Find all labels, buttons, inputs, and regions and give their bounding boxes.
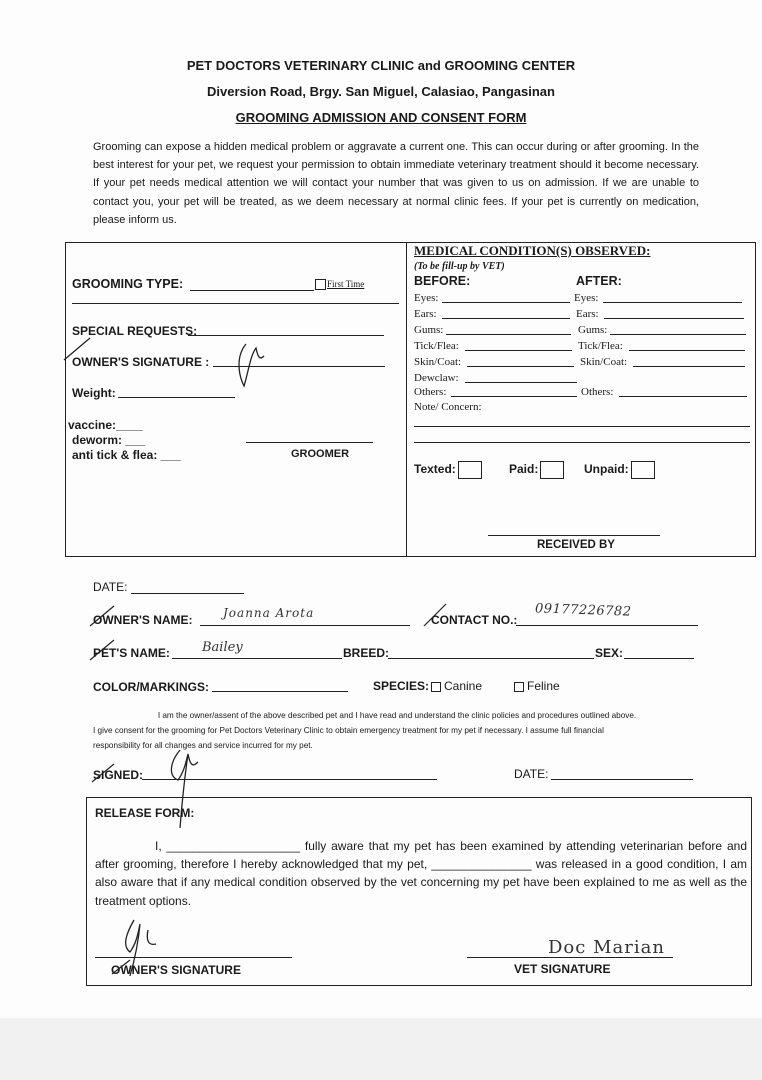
- after-others-line[interactable]: [619, 396, 747, 397]
- after-gums-label: Gums:: [578, 324, 608, 336]
- special-requests-label: SPECIAL REQUESTS:: [72, 324, 198, 338]
- consent-line-2: I give consent for the grooming for Pet Doctors Veterinary Clinic to obtain emergency treatment for my pet if necessary. I assume full financial: [93, 726, 604, 735]
- release-owner-signature-label: OWNER'S SIGNATURE: [111, 963, 241, 977]
- before-ears-line[interactable]: [442, 318, 570, 319]
- texted-label: Texted:: [414, 462, 456, 477]
- note-label: Note/ Concern:: [414, 401, 482, 413]
- owner-name-value[interactable]: Joanna Arota: [223, 606, 315, 620]
- after-eyes-line[interactable]: [603, 302, 742, 303]
- consent-date-label: DATE:: [514, 767, 549, 781]
- checkbox-icon: [514, 682, 524, 692]
- checkbox-icon: [540, 461, 564, 479]
- after-skin-line[interactable]: [633, 366, 745, 367]
- deworm-field[interactable]: deworm: ___: [72, 433, 146, 447]
- after-tick-line[interactable]: [629, 350, 745, 351]
- vet-signature-label: VET SIGNATURE: [514, 962, 611, 976]
- paid-label: Paid:: [509, 462, 539, 477]
- after-ears-line[interactable]: [604, 318, 744, 319]
- scan-margin: [0, 1018, 762, 1080]
- grooming-type-label: GROOMING TYPE:: [72, 277, 184, 291]
- weight-line[interactable]: [118, 397, 235, 398]
- before-gums-label: Gums:: [414, 324, 444, 336]
- owner-signature-label: OWNER'S SIGNATURE :: [72, 355, 210, 369]
- contact-label: CONTACT NO.:: [431, 613, 518, 627]
- dewclaw-line[interactable]: [465, 382, 577, 383]
- before-gums-line[interactable]: [446, 334, 571, 335]
- after-skin-label: Skin/Coat:: [580, 356, 628, 368]
- owner-name-label: OWNER'S NAME:: [93, 613, 193, 627]
- dewclaw-label: Dewclaw:: [414, 372, 459, 384]
- first-time-label: First Time: [327, 279, 365, 289]
- groomer-label: GROOMER: [291, 448, 350, 460]
- after-others-label: Others:: [581, 386, 614, 398]
- breed-label: BREED:: [343, 646, 390, 660]
- before-ears-label: Ears:: [414, 308, 437, 320]
- unpaid-label: Unpaid:: [584, 462, 629, 477]
- clinic-name: PET DOCTORS VETERINARY CLINIC and GROOMING CENTER: [186, 58, 576, 73]
- strike-marks: [88, 600, 448, 630]
- color-markings-line[interactable]: [212, 691, 348, 692]
- contact-line[interactable]: [516, 625, 698, 626]
- box-divider: [406, 243, 407, 556]
- groomer-line[interactable]: [246, 442, 373, 443]
- checkbox-icon: [631, 461, 655, 479]
- after-tick-label: Tick/Flea:: [578, 340, 623, 352]
- clinic-address: Diversion Road, Brgy. San Miguel, Calasiao, Pangasinan: [207, 84, 555, 99]
- unpaid-checkbox[interactable]: [584, 461, 655, 479]
- feline-option[interactable]: [514, 679, 560, 693]
- note-line-1[interactable]: [414, 426, 750, 427]
- sex-line[interactable]: [624, 658, 694, 659]
- release-text: I, ____________________ fully aware that my pet has been examined by attending veterinarian before and after grooming, therefore I hereby acknowledged that my pet, _______________ was released in a good condition, I am also aware that if any medical condition observed by the vet concerning my pet have been explained to me as well as the treatment options.: [95, 839, 747, 908]
- weight-label: Weight:: [72, 386, 116, 400]
- release-owner-signature-scribble: [100, 916, 200, 980]
- date-line[interactable]: [131, 593, 244, 594]
- contact-value[interactable]: 09177226782: [534, 601, 632, 620]
- texted-checkbox[interactable]: [414, 461, 482, 479]
- pet-name-line[interactable]: [172, 658, 342, 659]
- signed-label: SIGNED:: [93, 768, 144, 782]
- color-markings-label: COLOR/MARKINGS:: [93, 680, 209, 694]
- breed-line[interactable]: [388, 658, 594, 659]
- owner-signature-scribble: [60, 334, 270, 394]
- anti-tick-field[interactable]: anti tick & flea: ___: [72, 448, 181, 462]
- before-tick-label: Tick/Flea:: [414, 340, 459, 352]
- before-others-line[interactable]: [451, 396, 577, 397]
- release-title: RELEASE FORM:: [95, 806, 195, 820]
- first-time-checkbox[interactable]: [315, 279, 364, 290]
- feline-label: Feline: [527, 679, 560, 693]
- canine-option[interactable]: [431, 679, 482, 693]
- species-label: SPECIES:: [373, 679, 430, 693]
- before-tick-line[interactable]: [465, 350, 572, 351]
- grooming-type-line[interactable]: [190, 290, 314, 291]
- before-skin-label: Skin/Coat:: [414, 356, 462, 368]
- form-title: GROOMING ADMISSION AND CONSENT FORM: [235, 110, 527, 125]
- before-heading: BEFORE:: [414, 274, 471, 288]
- before-eyes-line[interactable]: [442, 302, 570, 303]
- medical-subtitle: (To be fill-up by VET): [414, 261, 505, 272]
- pet-name-label: PET'S NAME:: [93, 646, 170, 660]
- date-label: DATE:: [93, 580, 128, 594]
- received-by-label: RECEIVED BY: [537, 539, 615, 551]
- consent-line-1: I am the owner/assent of the above described pet and I have read and understand the clinic policies and procedures outlined above.: [157, 711, 637, 720]
- sex-label: SEX:: [595, 646, 624, 660]
- note-line-2[interactable]: [414, 442, 750, 443]
- after-heading: AFTER:: [576, 274, 622, 288]
- after-ears-label: Ears:: [576, 308, 599, 320]
- after-gums-line[interactable]: [610, 334, 746, 335]
- consent-date-line[interactable]: [551, 779, 693, 780]
- paid-checkbox[interactable]: [509, 461, 564, 479]
- vaccine-field[interactable]: vaccine:____: [68, 418, 143, 432]
- strike-mark-pet: [88, 636, 124, 664]
- canine-label: Canine: [444, 679, 483, 693]
- after-eyes-label: Eyes:: [574, 292, 599, 304]
- checkbox-icon: [458, 461, 482, 479]
- medical-title: MEDICAL CONDITION(S) OBSERVED:: [414, 243, 651, 258]
- vet-signature-value[interactable]: Doc Marian: [548, 937, 665, 958]
- checkbox-square-icon: [315, 279, 326, 290]
- consent-line-3: responsibility for all changes and service incurred for my pet.: [93, 741, 313, 750]
- before-eyes-label: Eyes:: [414, 292, 439, 304]
- checkbox-icon: [431, 682, 441, 692]
- before-others-label: Others:: [414, 386, 447, 398]
- received-by-line[interactable]: [488, 535, 660, 536]
- intro-paragraph: Grooming can expose a hidden medical problem or aggravate a current one. This can occur during or after grooming. In the best interest for your pet, we request your permission to obtain immediate veterinary treatment should it become necessary. If your pet needs medical attention we will contact your number that was given to us on admission. If we are unable to contact you, your pet will be treated, as we deem necessary at normal clinic fees. If your pet is currently on medication, please inform us.: [93, 141, 699, 226]
- pet-name-value[interactable]: Bailey: [202, 640, 243, 655]
- before-skin-line[interactable]: [467, 366, 574, 367]
- grooming-type-line-2[interactable]: [72, 303, 399, 304]
